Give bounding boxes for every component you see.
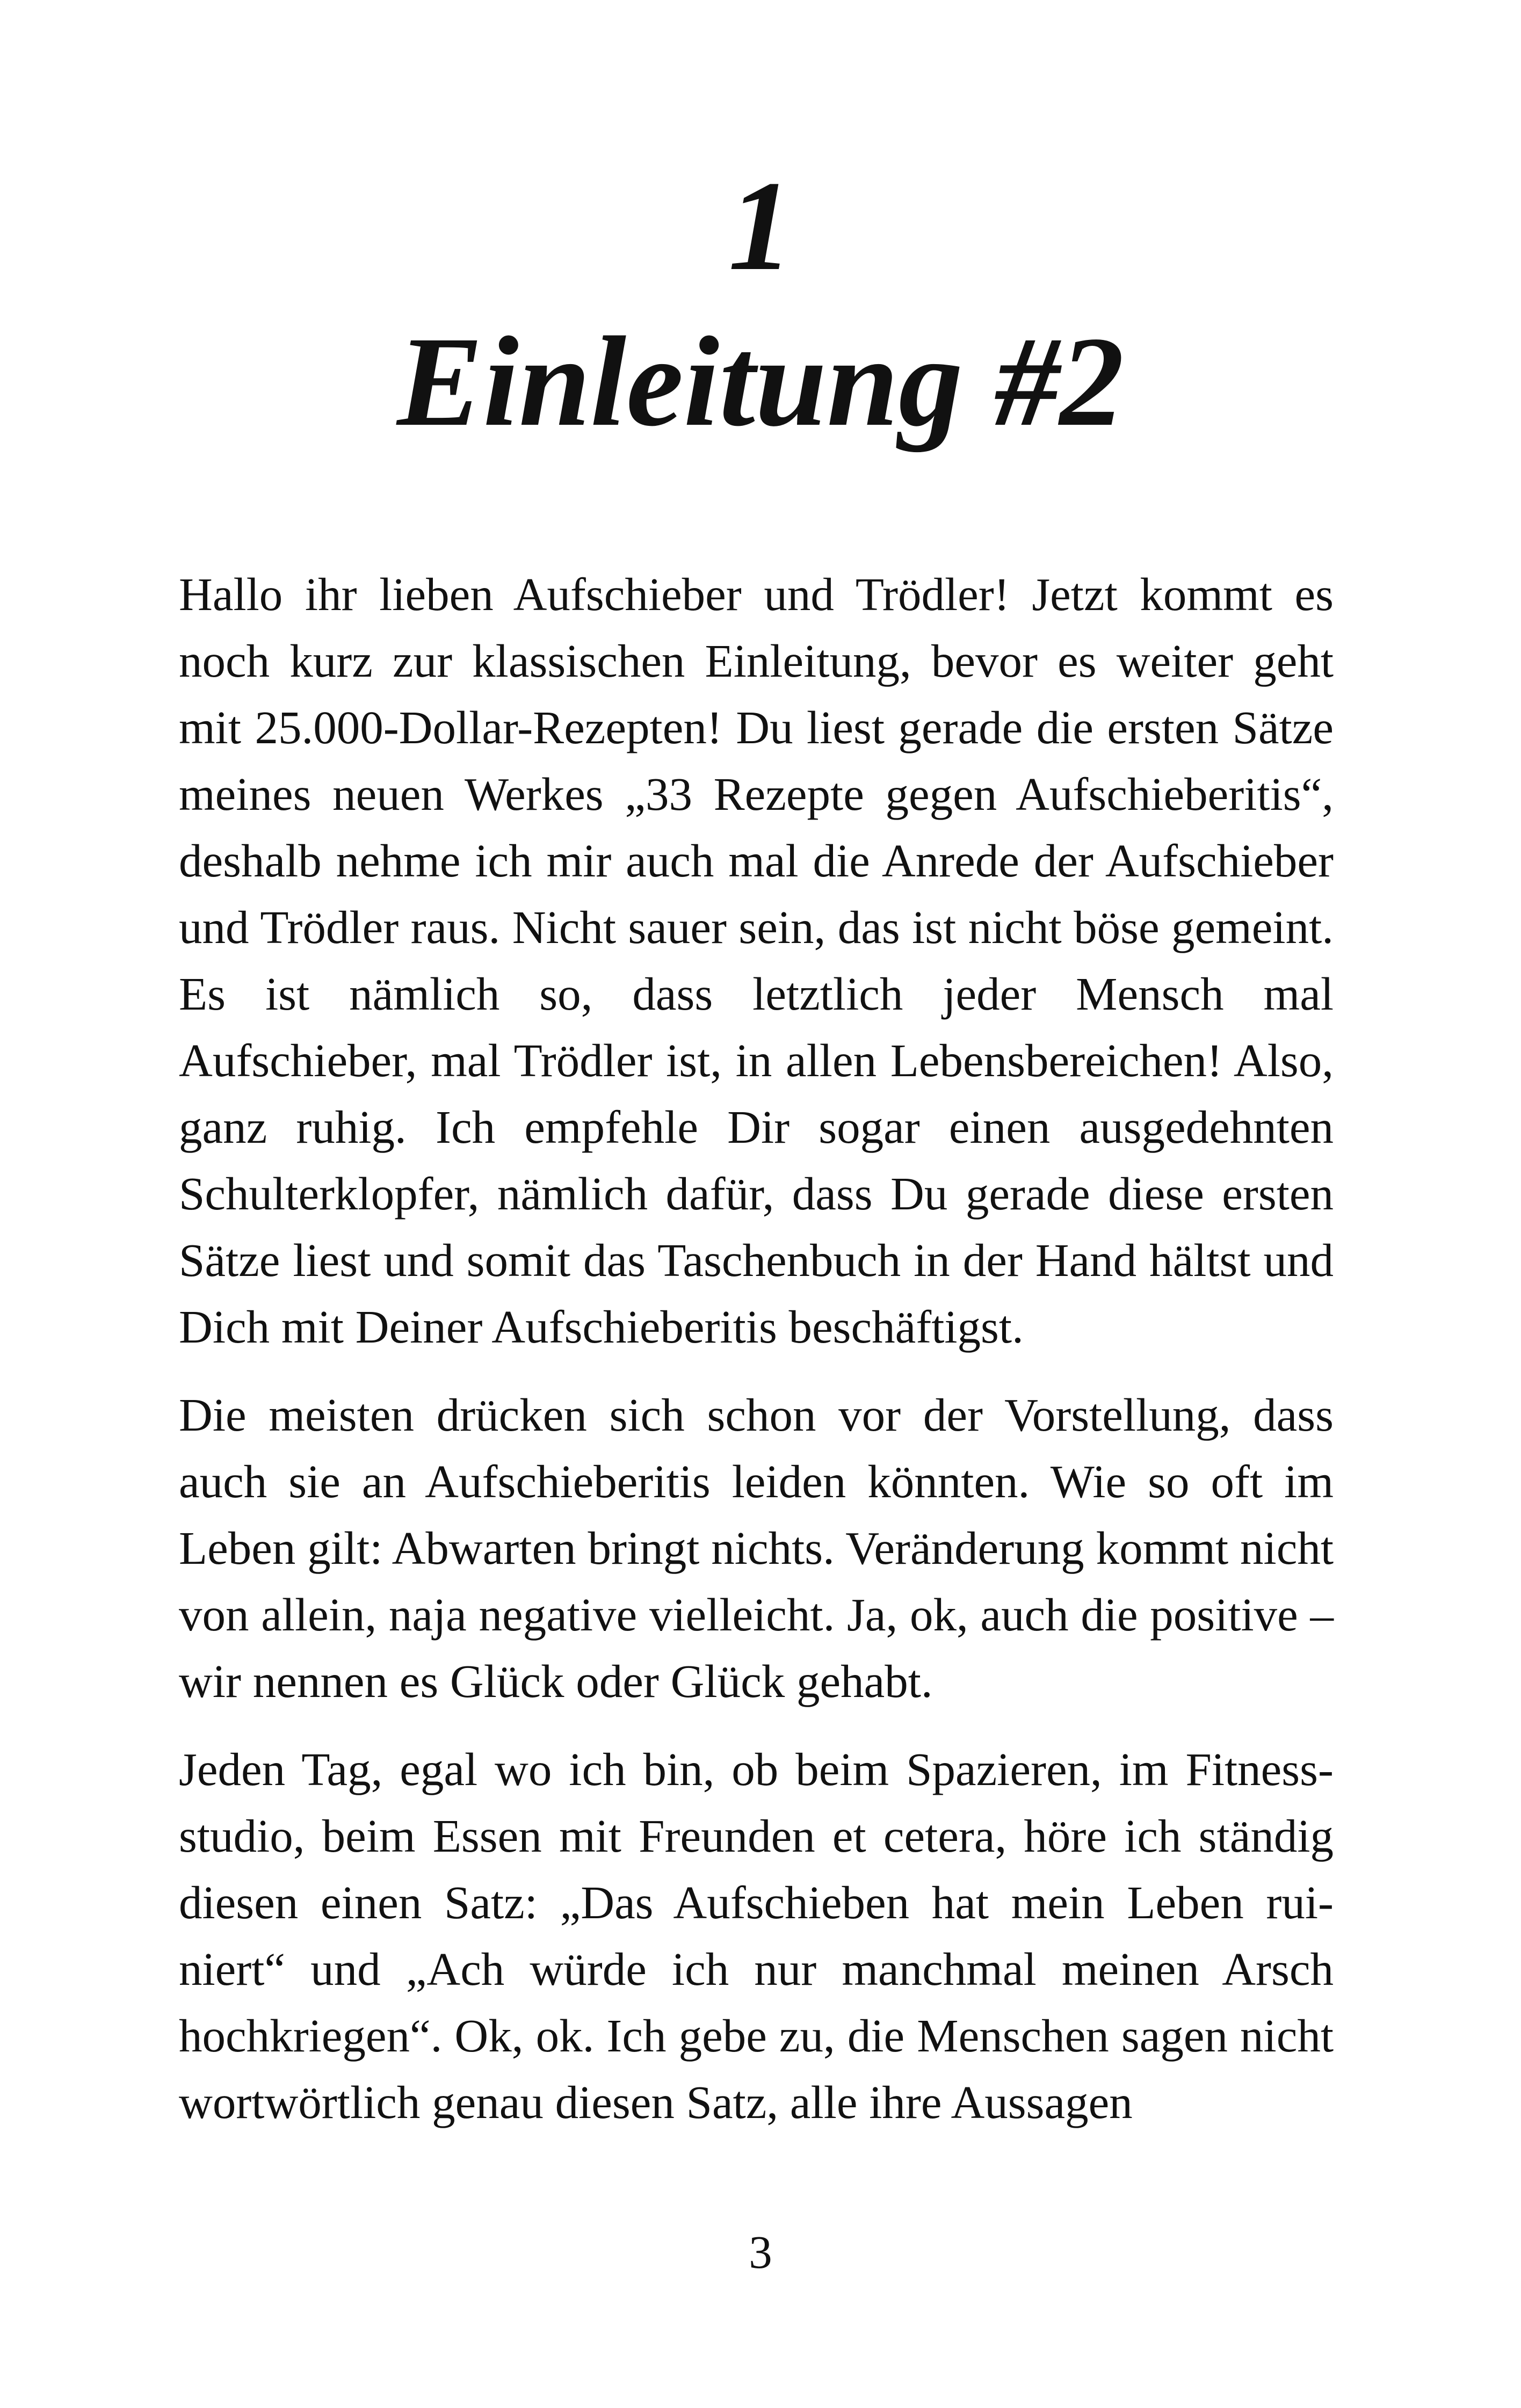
- paragraph-3: Jeden Tag, egal wo ich bin, ob beim Spazieren, im Fitnessstudio, beim Essen mit Freunden et cetera, höre ich ständig diesen einen Satz: „Das Aufschieben hat mein Leben ruiniert“ und „Ach würde ich nur manchmal meinen Arsch hochkriegen“. Ok, ok. Ich gebe zu, die Menschen sagen nicht wortwörtlich genau diesen Satz, alle ihre Aussagen: [179, 1743, 1334, 2128]
- paragraph-2: Die meisten drücken sich schon vor der Vorstellung, dass auch sie an Aufschieberitis leiden könnten. Wie so oft im Leben gilt: Abwarten bringt nichts. Veränderung kommt nicht von allein, naja negative vielleicht. Ja, ok, auch die positive – wir nennen es Glück oder Glück gehabt.: [179, 1389, 1334, 1707]
- page-number: 3: [749, 2226, 772, 2278]
- chapter-title: Einleitung #2: [397, 310, 1124, 453]
- body-text: [179, 561, 1334, 2157]
- chapter-number: 1: [728, 154, 793, 297]
- paragraph-1: Hallo ihr lieben Aufschieber und Trödler! Jetzt kommt es noch kurz zur klassischen Einleitung, bevor es weiter geht mit 25.000-Dollar-Rezepten! Du liest gerade die ersten Sätze meines neuen Werkes „33 Rezepte gegen Aufschieberitis“, deshalb nehme ich mir auch mal die Anrede der Aufschieber und Trödler raus. Nicht sauer sein, das ist nicht böse gemeint. Es ist nämlich so, dass letztlich jeder Mensch mal Aufschieber, mal Trödler ist, in allen Lebensbereichen! Also, ganz ruhig. Ich empfehle Dir sogar einen ausgedehnten Schulterklopfer, nämlich dafür, dass Du gerade diese ersten Sätze liest und somit das Taschenbuch in der Hand hältst und Dich mit Deiner Aufschieberitis beschäftigst.: [179, 568, 1334, 1353]
